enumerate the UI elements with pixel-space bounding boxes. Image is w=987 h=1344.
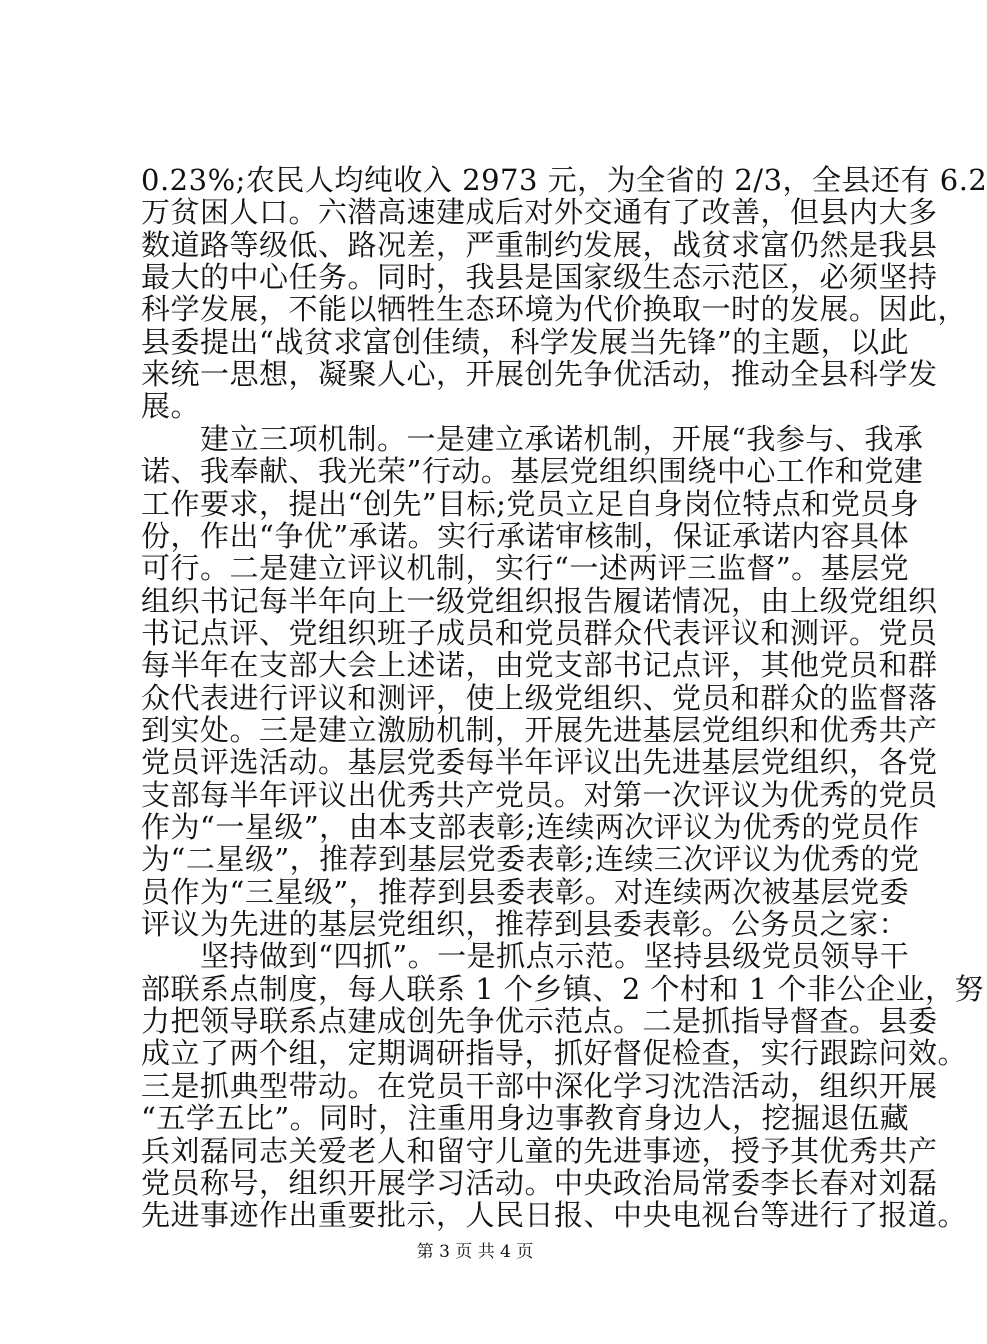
text-line: 来统一思想，凝聚人心，开展创先争优活动，推动全县科学发 [141, 357, 938, 392]
text-line: 评议为先进的基层党组织，推荐到县委表彰。公务员之家： [141, 907, 909, 942]
text-line: 作为“一星级”，由本支部表彰;连续两次评议为优秀的党员作 [141, 810, 920, 844]
text-line: 份，作出“争优”承诺。实行承诺审核制，保证承诺内容具体 [141, 518, 910, 553]
text-line: 到实处。三是建立激励机制，开展先进基层党组织和优秀共产 [141, 712, 938, 747]
text-line: 数道路等级低、路况差，严重制约发展，战贫求富仍然是我县 [141, 227, 938, 262]
text-line: 部联系点制度，每人联系 1 个乡镇、2 个村和 1 个非公企业，努 [141, 971, 984, 1006]
text-line: 0.23%;农民人均纯收入 2973 元，为全省的 2/3，全县还有 6.2 [141, 163, 987, 197]
text-line: 员作为“三星级”，推荐到县委表彰。对连续两次被基层党委 [141, 874, 910, 909]
text-line: 书记点评、党组织班子成员和党员群众代表评议和测评。党员 [141, 615, 938, 650]
text-line: 众代表进行评议和测评，使上级党组织、党员和群众的监督落 [141, 680, 938, 715]
text-line: 万贫困人口。六潜高速建成后对外交通有了改善，但县内大多 [141, 195, 938, 230]
text-line: 坚持做到“四抓”。一是抓点示范。坚持县级党员领导干 [141, 939, 910, 974]
text-line: 诺、我奉献、我光荣”行动。基层党组织围绕中心工作和党建 [141, 454, 924, 489]
text-line: 展。 [141, 389, 201, 424]
text-line: 组织书记每半年向上一级党组织报告履诺情况，由上级党组织 [141, 583, 938, 618]
text-line: 兵刘磊同志关爱老人和留守儿童的先进事迹，授予其优秀共产 [141, 1133, 938, 1168]
text-line: 可行。二是建立评议机制，实行“一述两评三监督”。基层党 [141, 551, 910, 586]
text-line: 每半年在支部大会上述诺，由党支部书记点评，其他党员和群 [141, 648, 938, 683]
text-line: 力把领导联系点建成创先争优示范点。二是抓指导督查。县委 [141, 1004, 938, 1039]
text-line: 党员称号，组织开展学习活动。中央政治局常委李长春对刘磊 [141, 1165, 938, 1200]
text-line: 成立了两个组，定期调研指导，抓好督促检查，实行跟踪问效。 [141, 1036, 968, 1071]
text-line: 为“二星级”，推荐到基层党委表彰;连续三次评议为优秀的党 [141, 842, 920, 877]
text-line: 先进事迹作出重要批示，人民日报、中央电视台等进行了报道。 [141, 1198, 968, 1233]
text-line: 工作要求，提出“创先”目标;党员立足自身岗位特点和党员身 [141, 486, 920, 521]
text-line: 党员评选活动。基层党委每半年评议出先进基层党组织，各党 [141, 745, 938, 780]
text-line: 三是抓典型带动。在党员干部中深化学习沈浩活动，组织开展 [141, 1068, 938, 1103]
text-line: 县委提出“战贫求富创佳绩，科学发展当先锋”的主题，以此 [141, 324, 910, 359]
text-line: 建立三项机制。一是建立承诺机制，开展“我参与、我承 [141, 421, 924, 456]
page-footer: 第 3 页 共 4 页 [416, 1242, 534, 1262]
text-line: 支部每半年评议出优秀共产党员。对第一次评议为优秀的党员 [141, 777, 938, 812]
text-line: “五学五比”。同时，注重用身边事教育身边人，挖掘退伍藏 [141, 1101, 910, 1136]
text-line: 最大的中心任务。同时，我县是国家级生态示范区，必须坚持 [141, 260, 938, 295]
text-line: 科学发展，不能以牺牲生态环境为代价换取一时的发展。因此， [141, 292, 968, 327]
